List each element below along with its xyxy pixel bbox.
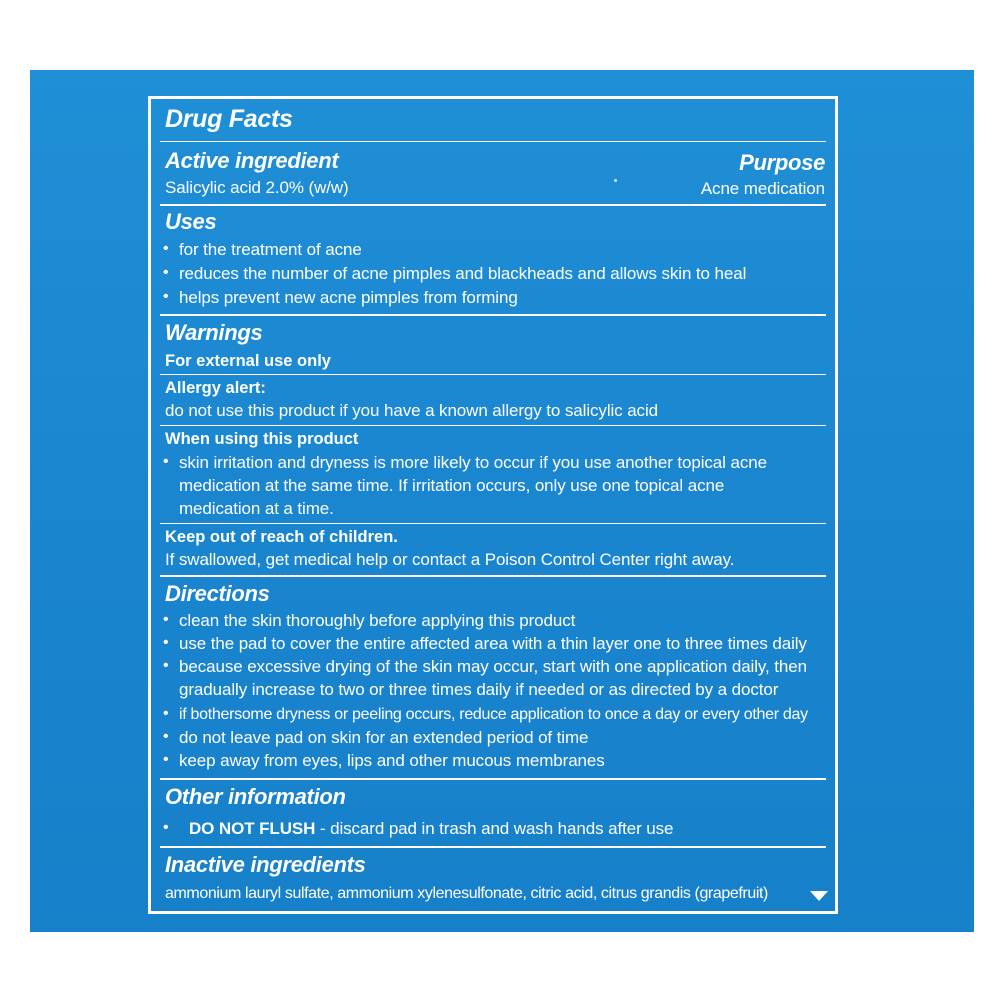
- directions-line: if bothersome dryness or peeling occurs, reduce application to once a day or every other day: [179, 706, 808, 723]
- bullet-icon: •: [163, 634, 169, 651]
- when-using-heading: When using this product: [165, 430, 359, 448]
- divider: [160, 141, 826, 142]
- triangle-down-icon: [810, 891, 828, 901]
- divider: [160, 778, 826, 780]
- bullet-icon: •: [163, 240, 169, 257]
- bullet-icon: •: [163, 611, 169, 628]
- uses-item: for the treatment of acne: [179, 240, 362, 259]
- uses-item: helps prevent new acne pimples from forming: [179, 288, 518, 307]
- bullet-icon: •: [163, 288, 169, 305]
- divider: [160, 204, 826, 206]
- keep-out-text: If swallowed, get medical help or contact a Poison Control Center right away.: [165, 550, 735, 569]
- bullet-icon: •: [163, 453, 169, 470]
- divider: [160, 846, 826, 848]
- when-using-line: medication at the same time. If irritation occurs, only use one topical acne: [179, 476, 725, 495]
- do-not-flush-text: DO NOT FLUSH: [189, 819, 316, 838]
- drug-facts-panel: [148, 96, 838, 914]
- bullet-icon: •: [163, 705, 169, 722]
- directions-line: clean the skin thoroughly before applying this product: [179, 611, 576, 630]
- allergy-alert-text: do not use this product if you have a known allergy to salicylic acid: [165, 401, 658, 420]
- uses-item: reduces the number of acne pimples and blackheads and allows skin to heal: [179, 264, 747, 283]
- directions-line: because excessive drying of the skin may occur, start with one application daily, then: [179, 657, 807, 676]
- uses-heading: Uses: [165, 209, 217, 234]
- inactive-ingredients-text: ammonium lauryl sulfate, ammonium xylenesulfonate, citric acid, citrus grandis (grapefruit): [165, 885, 768, 902]
- external-use-text: For external use only: [165, 352, 331, 370]
- directions-heading: Directions: [165, 581, 270, 606]
- directions-line: keep away from eyes, lips and other mucous membranes: [179, 751, 605, 770]
- purpose-value: Acne medication: [700, 179, 825, 198]
- directions-line: do not leave pad on skin for an extended period of time: [179, 728, 589, 747]
- when-using-line: medication at a time.: [179, 499, 334, 518]
- drug-facts-heading: Drug Facts: [165, 105, 293, 133]
- inactive-ingredients-heading: Inactive ingredients: [165, 852, 366, 877]
- divider: [160, 374, 826, 375]
- divider: [160, 523, 826, 524]
- divider: [160, 425, 826, 426]
- warnings-heading: Warnings: [165, 320, 263, 345]
- active-ingredient-heading: Active ingredient: [165, 148, 339, 173]
- allergy-alert-heading: Allergy alert:: [165, 379, 266, 397]
- other-info-heading: Other information: [165, 784, 346, 809]
- directions-line: gradually increase to two or three times daily if needed or as directed by a doctor: [179, 680, 779, 699]
- divider: [160, 314, 826, 316]
- bullet-icon: •: [163, 264, 169, 281]
- bullet-icon: •: [163, 751, 169, 768]
- keep-out-heading: Keep out of reach of children.: [165, 528, 398, 546]
- other-info-line: [189, 818, 673, 840]
- divider: [160, 575, 826, 577]
- bullet-icon: •: [163, 728, 169, 745]
- purpose-heading: Purpose: [739, 150, 825, 175]
- active-ingredient-value: Salicylic acid 2.0% (w/w): [165, 178, 349, 197]
- print-speck: [614, 179, 617, 182]
- bullet-icon: •: [163, 657, 169, 674]
- other-info-text: - discard pad in trash and wash hands after use: [315, 819, 674, 838]
- when-using-line: skin irritation and dryness is more likely to occur if you use another topical acne: [179, 453, 767, 472]
- directions-line: use the pad to cover the entire affected area with a thin layer one to three times daily: [179, 634, 807, 653]
- bullet-icon: •: [163, 819, 169, 836]
